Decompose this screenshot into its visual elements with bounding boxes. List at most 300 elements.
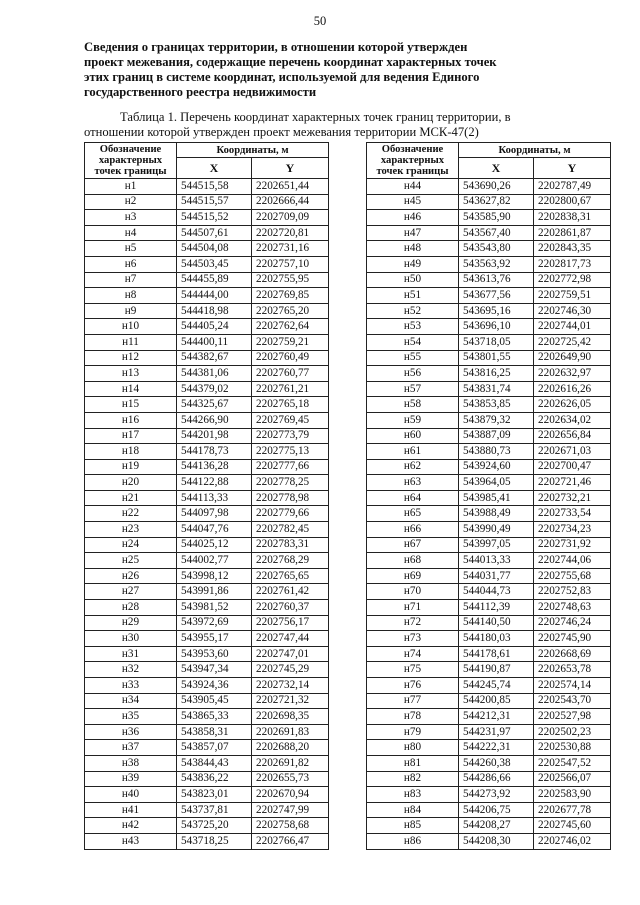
x-coordinate-cell: 543880,73 bbox=[459, 444, 534, 460]
x-coordinate-cell: 543955,17 bbox=[177, 631, 252, 647]
y-coordinate-cell: 2202746,02 bbox=[534, 833, 611, 849]
point-id-cell: н47 bbox=[367, 225, 459, 241]
point-id-cell: н49 bbox=[367, 256, 459, 272]
x-coordinate-cell: 544444,00 bbox=[177, 288, 252, 304]
x-coordinate-cell: 544208,27 bbox=[459, 818, 534, 834]
x-coordinate-cell: 543924,36 bbox=[177, 678, 252, 694]
table-row bbox=[85, 459, 329, 475]
table-row bbox=[367, 288, 611, 304]
table-row bbox=[367, 272, 611, 288]
table-row bbox=[85, 615, 329, 631]
x-coordinate-cell: 544515,52 bbox=[177, 210, 252, 226]
table-row bbox=[367, 241, 611, 257]
x-coordinate-cell: 544515,57 bbox=[177, 194, 252, 210]
y-coordinate-cell: 2202761,21 bbox=[252, 381, 329, 397]
y-coordinate-cell: 2202760,77 bbox=[252, 366, 329, 382]
point-id-cell: н24 bbox=[85, 537, 177, 553]
table-row bbox=[85, 755, 329, 771]
y-coordinate-cell: 2202768,29 bbox=[252, 553, 329, 569]
y-coordinate-cell: 2202766,47 bbox=[252, 833, 329, 849]
table-row bbox=[367, 459, 611, 475]
point-id-cell: н72 bbox=[367, 615, 459, 631]
x-coordinate-cell: 544180,03 bbox=[459, 631, 534, 647]
coordinates-table-left bbox=[84, 142, 329, 850]
table-row bbox=[85, 412, 329, 428]
y-coordinate-cell: 2202721,32 bbox=[252, 693, 329, 709]
y-coordinate-cell: 2202787,49 bbox=[534, 179, 611, 195]
y-coordinate-cell: 2202783,31 bbox=[252, 537, 329, 553]
point-column-header: Обозначение характерных точек границы bbox=[367, 143, 459, 179]
x-coordinate-cell: 544400,11 bbox=[177, 334, 252, 350]
point-id-cell: н81 bbox=[367, 755, 459, 771]
table-row bbox=[85, 600, 329, 616]
point-id-cell: н78 bbox=[367, 709, 459, 725]
point-id-cell: н15 bbox=[85, 397, 177, 413]
y-coordinate-cell: 2202843,35 bbox=[534, 241, 611, 257]
y-coordinate-cell: 2202761,42 bbox=[252, 584, 329, 600]
y-coordinate-cell: 2202765,18 bbox=[252, 397, 329, 413]
point-id-cell: н31 bbox=[85, 646, 177, 662]
y-coordinate-cell: 2202731,92 bbox=[534, 537, 611, 553]
y-coordinate-cell: 2202765,20 bbox=[252, 303, 329, 319]
point-id-cell: н48 bbox=[367, 241, 459, 257]
x-coordinate-cell: 544273,92 bbox=[459, 787, 534, 803]
y-coordinate-cell: 2202778,25 bbox=[252, 475, 329, 491]
y-coordinate-cell: 2202666,44 bbox=[252, 194, 329, 210]
document-heading bbox=[84, 40, 610, 100]
point-id-cell: н13 bbox=[85, 366, 177, 382]
x-coordinate-cell: 544112,39 bbox=[459, 600, 534, 616]
table-row bbox=[367, 475, 611, 491]
table-row bbox=[85, 272, 329, 288]
table-row bbox=[85, 724, 329, 740]
table-row bbox=[367, 724, 611, 740]
table-row bbox=[85, 818, 329, 834]
table-row bbox=[367, 818, 611, 834]
x-coordinate-cell: 544206,75 bbox=[459, 802, 534, 818]
x-coordinate-cell: 543887,09 bbox=[459, 428, 534, 444]
y-coordinate-cell: 2202800,67 bbox=[534, 194, 611, 210]
point-id-cell: н18 bbox=[85, 444, 177, 460]
y-coordinate-cell: 2202782,45 bbox=[252, 522, 329, 538]
y-coordinate-cell: 2202543,70 bbox=[534, 693, 611, 709]
x-coordinate-cell: 544031,77 bbox=[459, 568, 534, 584]
x-coordinate-cell: 543988,49 bbox=[459, 506, 534, 522]
point-id-cell: н68 bbox=[367, 553, 459, 569]
x-coordinate-cell: 544382,67 bbox=[177, 350, 252, 366]
table-row bbox=[367, 506, 611, 522]
x-coordinate-cell: 543865,33 bbox=[177, 709, 252, 725]
y-coordinate-cell: 2202778,98 bbox=[252, 490, 329, 506]
x-coordinate-cell: 544286,66 bbox=[459, 771, 534, 787]
y-coordinate-cell: 2202746,24 bbox=[534, 615, 611, 631]
x-coordinate-cell: 544122,88 bbox=[177, 475, 252, 491]
point-id-cell: н79 bbox=[367, 724, 459, 740]
table-row bbox=[367, 194, 611, 210]
table-row bbox=[367, 397, 611, 413]
point-id-cell: н3 bbox=[85, 210, 177, 226]
table-row bbox=[85, 693, 329, 709]
x-coordinate-cell: 543677,56 bbox=[459, 288, 534, 304]
x-coordinate-cell: 544266,90 bbox=[177, 412, 252, 428]
x-coordinate-cell: 544504,08 bbox=[177, 241, 252, 257]
point-id-cell: н28 bbox=[85, 600, 177, 616]
x-coordinate-cell: 544047,76 bbox=[177, 522, 252, 538]
point-id-cell: н85 bbox=[367, 818, 459, 834]
x-coordinate-cell: 543816,25 bbox=[459, 366, 534, 382]
table-row bbox=[85, 179, 329, 195]
x-coordinate-cell: 544515,58 bbox=[177, 179, 252, 195]
x-coordinate-cell: 544455,89 bbox=[177, 272, 252, 288]
table-row bbox=[85, 506, 329, 522]
y-coordinate-cell: 2202732,14 bbox=[252, 678, 329, 694]
y-coordinate-cell: 2202773,79 bbox=[252, 428, 329, 444]
table-row bbox=[367, 584, 611, 600]
point-id-cell: н76 bbox=[367, 678, 459, 694]
point-id-cell: н7 bbox=[85, 272, 177, 288]
x-coordinate-cell: 543823,01 bbox=[177, 787, 252, 803]
y-coordinate-cell: 2202758,68 bbox=[252, 818, 329, 834]
table-row bbox=[367, 490, 611, 506]
y-coordinate-cell: 2202757,10 bbox=[252, 256, 329, 272]
point-id-cell: н38 bbox=[85, 755, 177, 771]
y-coordinate-cell: 2202670,94 bbox=[252, 787, 329, 803]
y-coordinate-cell: 2202745,90 bbox=[534, 631, 611, 647]
y-coordinate-cell: 2202769,45 bbox=[252, 412, 329, 428]
y-coordinate-cell: 2202760,49 bbox=[252, 350, 329, 366]
y-coordinate-cell: 2202616,26 bbox=[534, 381, 611, 397]
y-coordinate-cell: 2202733,54 bbox=[534, 506, 611, 522]
y-column-header: Y bbox=[252, 158, 329, 179]
table-row bbox=[367, 210, 611, 226]
x-coordinate-cell: 543543,80 bbox=[459, 241, 534, 257]
y-coordinate-cell: 2202861,87 bbox=[534, 225, 611, 241]
coordinates-column-header: Координаты, м bbox=[177, 143, 329, 158]
y-coordinate-cell: 2202677,78 bbox=[534, 802, 611, 818]
point-id-cell: н4 bbox=[85, 225, 177, 241]
y-coordinate-cell: 2202745,60 bbox=[534, 818, 611, 834]
point-id-cell: н8 bbox=[85, 288, 177, 304]
y-coordinate-cell: 2202760,37 bbox=[252, 600, 329, 616]
point-id-cell: н74 bbox=[367, 646, 459, 662]
caption-line: отношении которой утвержден проект межевания территории МСК-47(2) bbox=[84, 125, 479, 139]
point-id-cell: н73 bbox=[367, 631, 459, 647]
x-coordinate-cell: 544044,73 bbox=[459, 584, 534, 600]
point-id-cell: н14 bbox=[85, 381, 177, 397]
table-row bbox=[85, 288, 329, 304]
point-id-cell: н69 bbox=[367, 568, 459, 584]
y-coordinate-cell: 2202502,23 bbox=[534, 724, 611, 740]
y-coordinate-cell: 2202755,95 bbox=[252, 272, 329, 288]
x-coordinate-cell: 544503,45 bbox=[177, 256, 252, 272]
table-row bbox=[85, 662, 329, 678]
y-coordinate-cell: 2202691,82 bbox=[252, 755, 329, 771]
x-coordinate-cell: 543953,60 bbox=[177, 646, 252, 662]
y-coordinate-cell: 2202734,23 bbox=[534, 522, 611, 538]
y-coordinate-cell: 2202688,20 bbox=[252, 740, 329, 756]
x-coordinate-cell: 543924,60 bbox=[459, 459, 534, 475]
table-row bbox=[85, 241, 329, 257]
table-row bbox=[85, 475, 329, 491]
y-coordinate-cell: 2202583,90 bbox=[534, 787, 611, 803]
table-body bbox=[85, 179, 329, 850]
y-coordinate-cell: 2202671,03 bbox=[534, 444, 611, 460]
table-row bbox=[85, 303, 329, 319]
y-coordinate-cell: 2202744,06 bbox=[534, 553, 611, 569]
table-row bbox=[367, 319, 611, 335]
point-id-cell: н70 bbox=[367, 584, 459, 600]
y-coordinate-cell: 2202759,51 bbox=[534, 288, 611, 304]
x-coordinate-cell: 543997,05 bbox=[459, 537, 534, 553]
x-coordinate-cell: 544200,85 bbox=[459, 693, 534, 709]
y-coordinate-cell: 2202732,21 bbox=[534, 490, 611, 506]
point-column-header: Обозначение характерных точек границы bbox=[85, 143, 177, 179]
coordinates-column-header: Координаты, м bbox=[459, 143, 611, 158]
point-id-cell: н16 bbox=[85, 412, 177, 428]
point-id-cell: н66 bbox=[367, 522, 459, 538]
point-id-cell: н43 bbox=[85, 833, 177, 849]
y-coordinate-cell: 2202744,01 bbox=[534, 319, 611, 335]
x-coordinate-cell: 544002,77 bbox=[177, 553, 252, 569]
x-coordinate-cell: 543947,34 bbox=[177, 662, 252, 678]
x-coordinate-cell: 543831,74 bbox=[459, 381, 534, 397]
y-coordinate-cell: 2202574,14 bbox=[534, 678, 611, 694]
x-coordinate-cell: 544136,28 bbox=[177, 459, 252, 475]
y-coordinate-cell: 2202656,84 bbox=[534, 428, 611, 444]
point-id-cell: н12 bbox=[85, 350, 177, 366]
x-coordinate-cell: 544097,98 bbox=[177, 506, 252, 522]
y-coordinate-cell: 2202632,97 bbox=[534, 366, 611, 382]
point-id-cell: н71 bbox=[367, 600, 459, 616]
point-id-cell: н10 bbox=[85, 319, 177, 335]
y-column-header: Y bbox=[534, 158, 611, 179]
x-coordinate-cell: 544405,24 bbox=[177, 319, 252, 335]
point-id-cell: н6 bbox=[85, 256, 177, 272]
table-row bbox=[85, 771, 329, 787]
table-row bbox=[85, 444, 329, 460]
x-coordinate-cell: 543718,05 bbox=[459, 334, 534, 350]
table-row bbox=[367, 631, 611, 647]
table-row bbox=[85, 428, 329, 444]
table-row bbox=[367, 740, 611, 756]
table-row bbox=[85, 802, 329, 818]
table-row bbox=[367, 537, 611, 553]
table-row bbox=[367, 771, 611, 787]
point-id-cell: н44 bbox=[367, 179, 459, 195]
y-coordinate-cell: 2202691,83 bbox=[252, 724, 329, 740]
point-id-cell: н30 bbox=[85, 631, 177, 647]
point-id-cell: н45 bbox=[367, 194, 459, 210]
table-row bbox=[85, 381, 329, 397]
table-row bbox=[85, 350, 329, 366]
x-coordinate-cell: 544245,74 bbox=[459, 678, 534, 694]
y-coordinate-cell: 2202668,69 bbox=[534, 646, 611, 662]
point-id-cell: н80 bbox=[367, 740, 459, 756]
y-coordinate-cell: 2202700,47 bbox=[534, 459, 611, 475]
point-id-cell: н61 bbox=[367, 444, 459, 460]
table-row bbox=[367, 303, 611, 319]
point-id-cell: н56 bbox=[367, 366, 459, 382]
table-row bbox=[85, 787, 329, 803]
table-row bbox=[367, 693, 611, 709]
x-coordinate-cell: 543991,86 bbox=[177, 584, 252, 600]
point-id-cell: н40 bbox=[85, 787, 177, 803]
table-row bbox=[367, 568, 611, 584]
point-id-cell: н55 bbox=[367, 350, 459, 366]
x-column-header: X bbox=[459, 158, 534, 179]
x-column-header: X bbox=[177, 158, 252, 179]
point-id-cell: н75 bbox=[367, 662, 459, 678]
point-id-cell: н63 bbox=[367, 475, 459, 491]
table-row bbox=[367, 600, 611, 616]
y-coordinate-cell: 2202725,42 bbox=[534, 334, 611, 350]
y-coordinate-cell: 2202566,07 bbox=[534, 771, 611, 787]
point-id-cell: н65 bbox=[367, 506, 459, 522]
heading-line: государственного реестра недвижимости bbox=[84, 85, 317, 99]
x-coordinate-cell: 543879,32 bbox=[459, 412, 534, 428]
x-coordinate-cell: 544379,02 bbox=[177, 381, 252, 397]
table-row bbox=[85, 319, 329, 335]
x-coordinate-cell: 544222,31 bbox=[459, 740, 534, 756]
x-coordinate-cell: 543585,90 bbox=[459, 210, 534, 226]
y-coordinate-cell: 2202720,81 bbox=[252, 225, 329, 241]
x-coordinate-cell: 543725,20 bbox=[177, 818, 252, 834]
y-coordinate-cell: 2202755,68 bbox=[534, 568, 611, 584]
point-id-cell: н2 bbox=[85, 194, 177, 210]
point-id-cell: н27 bbox=[85, 584, 177, 600]
y-coordinate-cell: 2202746,30 bbox=[534, 303, 611, 319]
heading-line: проект межевания, содержащие перечень координат характерных точек bbox=[84, 55, 497, 69]
table-row bbox=[85, 397, 329, 413]
point-id-cell: н35 bbox=[85, 709, 177, 725]
y-coordinate-cell: 2202527,98 bbox=[534, 709, 611, 725]
table-row bbox=[85, 522, 329, 538]
y-coordinate-cell: 2202651,44 bbox=[252, 179, 329, 195]
table-row bbox=[367, 709, 611, 725]
table-row bbox=[85, 740, 329, 756]
x-coordinate-cell: 544013,33 bbox=[459, 553, 534, 569]
point-id-cell: н51 bbox=[367, 288, 459, 304]
x-coordinate-cell: 544260,38 bbox=[459, 755, 534, 771]
point-id-cell: н37 bbox=[85, 740, 177, 756]
x-coordinate-cell: 543801,55 bbox=[459, 350, 534, 366]
table-row bbox=[367, 522, 611, 538]
point-id-cell: н67 bbox=[367, 537, 459, 553]
table-row bbox=[85, 553, 329, 569]
y-coordinate-cell: 2202747,99 bbox=[252, 802, 329, 818]
table-row bbox=[367, 412, 611, 428]
y-coordinate-cell: 2202752,83 bbox=[534, 584, 611, 600]
x-coordinate-cell: 543853,85 bbox=[459, 397, 534, 413]
point-id-cell: н82 bbox=[367, 771, 459, 787]
table-row bbox=[85, 225, 329, 241]
x-coordinate-cell: 543690,26 bbox=[459, 179, 534, 195]
table-row bbox=[85, 709, 329, 725]
table-row bbox=[367, 366, 611, 382]
y-coordinate-cell: 2202731,16 bbox=[252, 241, 329, 257]
point-id-cell: н9 bbox=[85, 303, 177, 319]
point-id-cell: н53 bbox=[367, 319, 459, 335]
x-coordinate-cell: 544190,87 bbox=[459, 662, 534, 678]
y-coordinate-cell: 2202547,52 bbox=[534, 755, 611, 771]
point-id-cell: н25 bbox=[85, 553, 177, 569]
point-id-cell: н34 bbox=[85, 693, 177, 709]
y-coordinate-cell: 2202721,46 bbox=[534, 475, 611, 491]
table-row bbox=[85, 568, 329, 584]
x-coordinate-cell: 544507,61 bbox=[177, 225, 252, 241]
table-row bbox=[85, 490, 329, 506]
table-row bbox=[367, 334, 611, 350]
table-row bbox=[85, 646, 329, 662]
x-coordinate-cell: 544381,06 bbox=[177, 366, 252, 382]
x-coordinate-cell: 543737,81 bbox=[177, 802, 252, 818]
x-coordinate-cell: 544212,31 bbox=[459, 709, 534, 725]
y-coordinate-cell: 2202772,98 bbox=[534, 272, 611, 288]
y-coordinate-cell: 2202759,21 bbox=[252, 334, 329, 350]
point-id-cell: н33 bbox=[85, 678, 177, 694]
point-id-cell: н21 bbox=[85, 490, 177, 506]
y-coordinate-cell: 2202649,90 bbox=[534, 350, 611, 366]
y-coordinate-cell: 2202838,31 bbox=[534, 210, 611, 226]
table-caption bbox=[84, 110, 610, 140]
table-row bbox=[367, 662, 611, 678]
x-coordinate-cell: 543836,22 bbox=[177, 771, 252, 787]
x-coordinate-cell: 544325,67 bbox=[177, 397, 252, 413]
table-row bbox=[367, 179, 611, 195]
y-coordinate-cell: 2202634,02 bbox=[534, 412, 611, 428]
x-coordinate-cell: 544201,98 bbox=[177, 428, 252, 444]
point-id-cell: н52 bbox=[367, 303, 459, 319]
table-row bbox=[85, 833, 329, 849]
point-id-cell: н42 bbox=[85, 818, 177, 834]
point-id-cell: н5 bbox=[85, 241, 177, 257]
y-coordinate-cell: 2202775,13 bbox=[252, 444, 329, 460]
table-row bbox=[367, 350, 611, 366]
table-row bbox=[85, 366, 329, 382]
x-coordinate-cell: 543964,05 bbox=[459, 475, 534, 491]
table-row bbox=[367, 225, 611, 241]
y-coordinate-cell: 2202698,35 bbox=[252, 709, 329, 725]
x-coordinate-cell: 543985,41 bbox=[459, 490, 534, 506]
x-coordinate-cell: 543613,76 bbox=[459, 272, 534, 288]
y-coordinate-cell: 2202748,63 bbox=[534, 600, 611, 616]
x-coordinate-cell: 544208,30 bbox=[459, 833, 534, 849]
point-id-cell: н86 bbox=[367, 833, 459, 849]
heading-line: этих границ в системе координат, используемой для ведения Единого bbox=[84, 70, 480, 84]
x-coordinate-cell: 544418,98 bbox=[177, 303, 252, 319]
point-id-cell: н23 bbox=[85, 522, 177, 538]
y-coordinate-cell: 2202655,73 bbox=[252, 771, 329, 787]
point-id-cell: н22 bbox=[85, 506, 177, 522]
y-coordinate-cell: 2202756,17 bbox=[252, 615, 329, 631]
table-row bbox=[85, 537, 329, 553]
point-id-cell: н64 bbox=[367, 490, 459, 506]
x-coordinate-cell: 544178,73 bbox=[177, 444, 252, 460]
table-row bbox=[367, 755, 611, 771]
table-row bbox=[367, 444, 611, 460]
y-coordinate-cell: 2202626,05 bbox=[534, 397, 611, 413]
x-coordinate-cell: 543696,10 bbox=[459, 319, 534, 335]
y-coordinate-cell: 2202530,88 bbox=[534, 740, 611, 756]
point-id-cell: н58 bbox=[367, 397, 459, 413]
y-coordinate-cell: 2202747,01 bbox=[252, 646, 329, 662]
y-coordinate-cell: 2202709,09 bbox=[252, 210, 329, 226]
point-id-cell: н19 bbox=[85, 459, 177, 475]
x-coordinate-cell: 544025,12 bbox=[177, 537, 252, 553]
x-coordinate-cell: 543858,31 bbox=[177, 724, 252, 740]
y-coordinate-cell: 2202769,85 bbox=[252, 288, 329, 304]
table-row bbox=[85, 334, 329, 350]
